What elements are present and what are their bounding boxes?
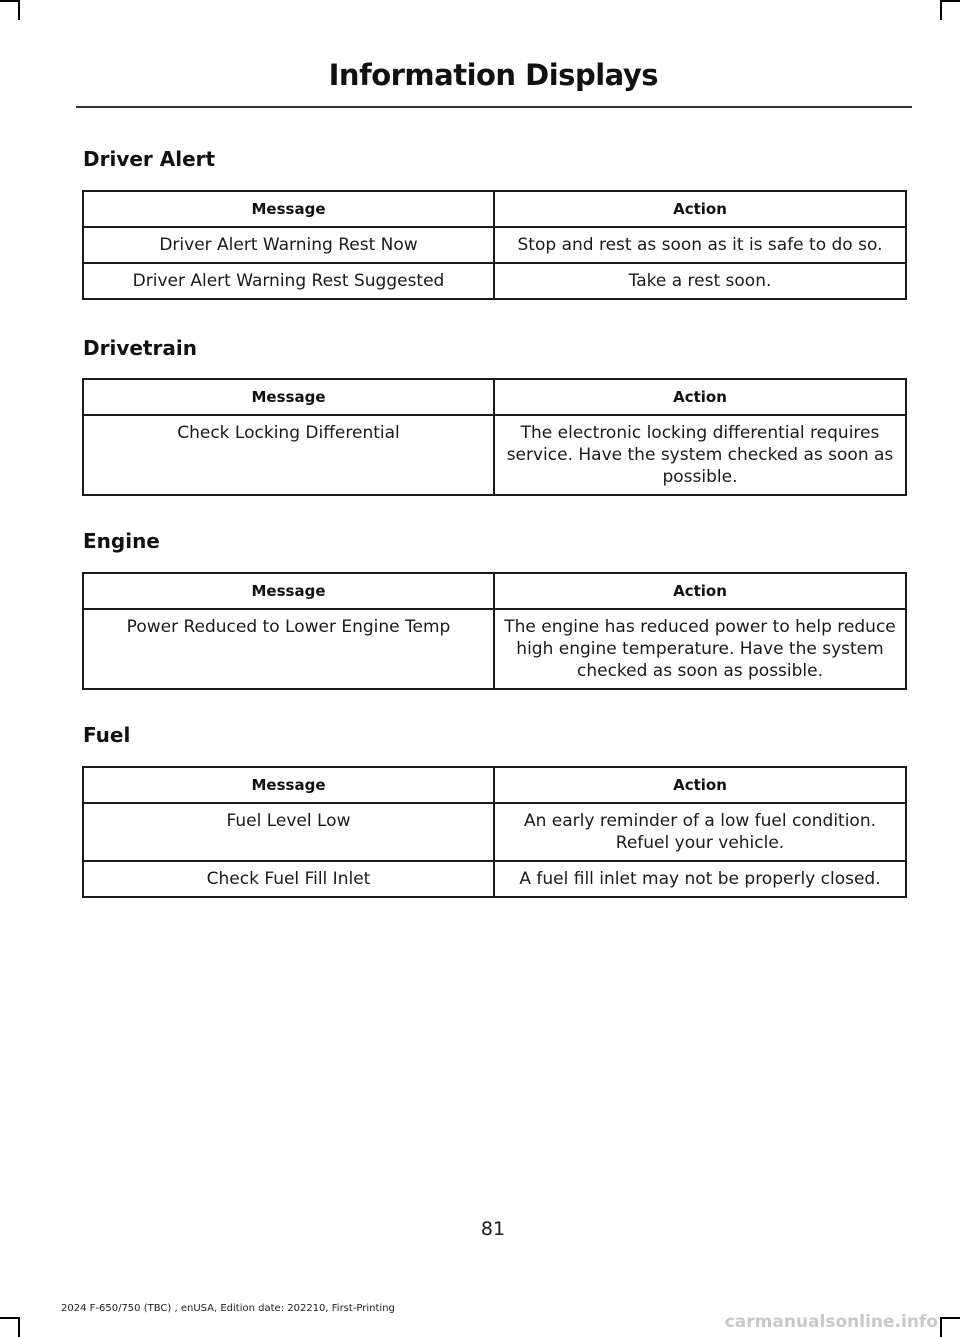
column-header-message: Message xyxy=(83,767,494,803)
action-cell: An early reminder of a low fuel condition. Refuel your vehicle. xyxy=(494,803,906,861)
column-header-action: Action xyxy=(494,191,906,227)
table-row xyxy=(83,227,906,263)
message-cell: Driver Alert Warning Rest Now xyxy=(83,227,494,263)
section-heading-fuel: Fuel xyxy=(83,723,131,747)
column-header-action: Action xyxy=(494,767,906,803)
crop-mark xyxy=(940,1317,942,1337)
action-cell: Stop and rest as soon as it is safe to do so. xyxy=(494,227,906,263)
crop-mark xyxy=(940,0,942,20)
driver-alert-table xyxy=(82,190,907,300)
fuel-table xyxy=(82,766,907,898)
table-header-row xyxy=(83,767,906,803)
watermark: carmanualsonline.info xyxy=(724,1312,938,1332)
table-row xyxy=(83,263,906,299)
crop-mark xyxy=(940,1317,960,1319)
column-header-action: Action xyxy=(494,379,906,415)
message-cell: Check Fuel Fill Inlet xyxy=(83,861,494,897)
table-row xyxy=(83,861,906,897)
table-header-row xyxy=(83,573,906,609)
table-header-row xyxy=(83,379,906,415)
engine-table xyxy=(82,572,907,690)
table-row xyxy=(83,415,906,495)
column-header-message: Message xyxy=(83,573,494,609)
message-cell: Driver Alert Warning Rest Suggested xyxy=(83,263,494,299)
crop-mark xyxy=(18,1317,20,1337)
table-row xyxy=(83,803,906,861)
edition-footer: 2024 F-650/750 (TBC) , enUSA, Edition date: 202210, First-Printing xyxy=(61,1303,395,1314)
crop-mark xyxy=(0,1317,20,1319)
crop-mark xyxy=(940,0,960,2)
page-number: 81 xyxy=(480,1218,506,1240)
action-cell: The electronic locking differential requires service. Have the system checked as soon as possible. xyxy=(494,415,906,495)
message-cell: Check Locking Differential xyxy=(83,415,494,495)
section-heading-drivetrain: Drivetrain xyxy=(83,336,197,360)
page-title: Information Displays xyxy=(328,58,658,92)
header-divider xyxy=(76,106,912,108)
action-cell: Take a rest soon. xyxy=(494,263,906,299)
crop-mark xyxy=(0,0,20,2)
message-cell: Fuel Level Low xyxy=(83,803,494,861)
column-header-message: Message xyxy=(83,191,494,227)
column-header-action: Action xyxy=(494,573,906,609)
drivetrain-table xyxy=(82,378,907,496)
message-cell: Power Reduced to Lower Engine Temp xyxy=(83,609,494,689)
action-cell: A fuel fill inlet may not be properly closed. xyxy=(494,861,906,897)
table-header-row xyxy=(83,191,906,227)
section-heading-engine: Engine xyxy=(83,529,160,553)
action-cell: The engine has reduced power to help reduce high engine temperature. Have the system checked as soon as possible. xyxy=(494,609,906,689)
section-heading-driver-alert: Driver Alert xyxy=(83,147,216,171)
table-row xyxy=(83,609,906,689)
crop-mark xyxy=(18,0,20,20)
column-header-message: Message xyxy=(83,379,494,415)
